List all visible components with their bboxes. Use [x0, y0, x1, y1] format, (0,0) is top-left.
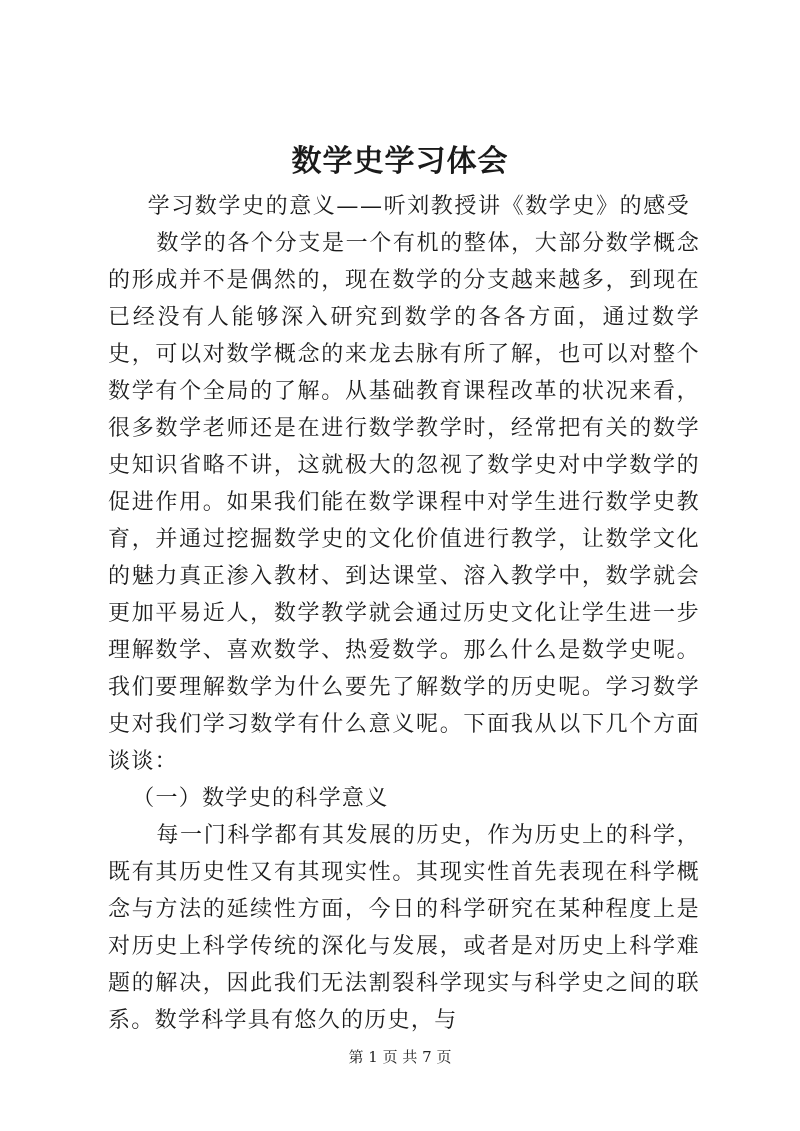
section-heading: （一）数学史的科学意义 [132, 786, 389, 811]
body-paragraph-2: 每一门科学都有其发展的历史，作为历史上的科学，既有其历史性又有其现实性。其现实性首先表现在科学概念与方法的延续性方面，今日的科学研究在某种程度上是对历史上科学传统的深化与发展，或者是对历史上科学难题的解决，因此我们无法割裂科学现实与科学史之间的联系。数学科学具有悠久的历史，与 [108, 823, 700, 1033]
page-footer: 第 1 页 共 7 页 [348, 1048, 452, 1066]
document-subtitle: 学习数学史的意义——听刘教授讲《数学史》的感受 [147, 194, 691, 219]
document-body [108, 188, 700, 1039]
body-paragraph-1: 数学的各个分支是一个有机的整体，大部分数学概念的形成并不是偶然的，现在数学的分支越来越多，到现在已经没有人能够深入研究到数学的各各方面，通过数学史，可以对数学概念的来龙去脉有所了解，也可以对整个数学有个全局的了解。从基础教育课程改革的状况来看，很多数学老师还是在进行数学教学时，经常把有关的数学史知识省略不讲，这就极大的忽视了数学史对中学数学的促进作用。如果我们能在数学课程中对学生进行数学史教育，并通过挖掘数学史的文化价值进行教学，让数学文化的魅力真正渗入教材、到达课堂、溶入教学中，数学就会更加平易近人，数学教学就会通过历史文化让学生进一步理解数学、喜欢数学、热爱数学。那么什么是数学史呢。我们要理解数学为什么要先了解数学的历史呢。学习数学史对我们学习数学有什么意义呢。下面我从以下几个方面谈谈： [108, 231, 700, 774]
document-title: 数学史学习体会 [291, 144, 509, 179]
